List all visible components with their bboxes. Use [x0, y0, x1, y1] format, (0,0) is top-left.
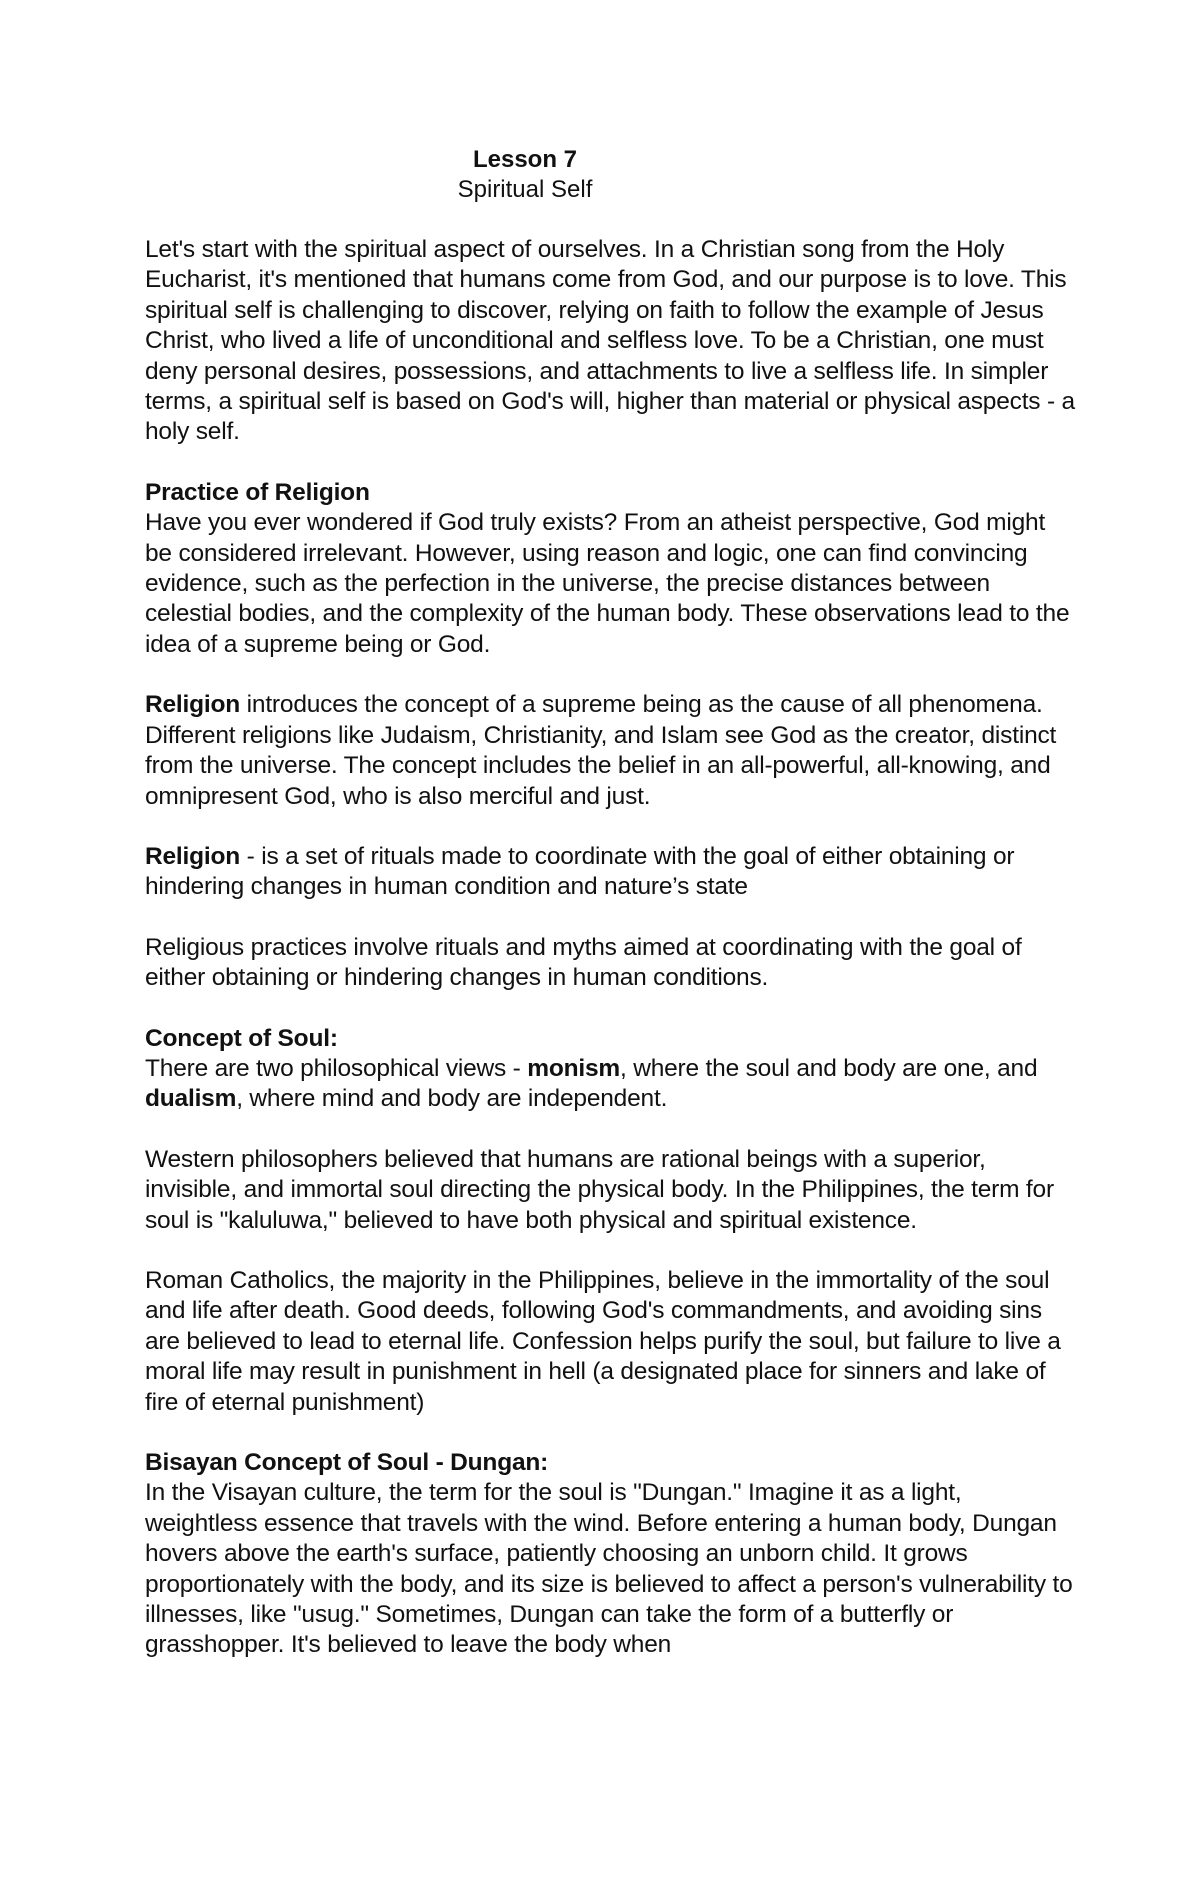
religion-intro-text: introduces the concept of a supreme being as the cause of all phenomena. Different religions like Judaism, Christianity, and Islam see God as the creator, distinct from the universe. The concept includes the belief in an all-powerful, all-knowing, and omnipresent God, who is also merciful and just.: [145, 691, 1057, 810]
soul-text-c: , where mind and body are independent.: [236, 1085, 668, 1113]
dualism-term: dualism: [145, 1085, 237, 1113]
practice-section: [145, 478, 1075, 660]
soul-heading: Concept of Soul:: [145, 1024, 338, 1052]
lesson-subtitle: Spiritual Self: [457, 176, 593, 203]
religion-intro-paragraph: [145, 690, 1075, 812]
bisayan-heading: Bisayan Concept of Soul - Dungan:: [145, 1449, 549, 1476]
practice-heading: Practice of Religion: [145, 478, 370, 506]
practice-text: Have you ever wondered if God truly exists? From an atheist perspective, God might be considered irrelevant. However, using reason and logic, one can find convincing evidence, such as the perfection in the universe, the precise distances between celestial bodies, and the complexity of the human body. These observations lead to the idea of a supreme being or God.: [145, 509, 1070, 658]
title-block: [145, 145, 905, 205]
religion-definition-paragraph: [145, 842, 1075, 903]
religion-definition-term: Religion: [145, 842, 241, 870]
soul-text-a: There are two philosophical views -: [145, 1054, 528, 1082]
religious-practices-paragraph: Religious practices involve rituals and myths aimed at coordinating with the goal of either obtaining or hindering changes in human conditions.: [145, 933, 1022, 992]
document-page: [145, 145, 1075, 1661]
monism-term: monism: [527, 1054, 620, 1082]
religion-definition-text: - is a set of rituals made to coordinate with the goal of either obtaining or hindering changes in human condition and nature’s state: [145, 842, 1015, 901]
soul-section: [145, 1024, 1075, 1115]
lesson-title: Lesson 7: [472, 146, 578, 173]
bisayan-text: In the Visayan culture, the term for the soul is "Dungan." Imagine it as a light, weightless essence that travels with the wind. Before entering a human body, Dungan hovers above the earth's surface, patiently choosing an unborn child. It grows proportionately with the body, and its size is believed to affect a person's vulnerability to illnesses, like "usug." Sometimes, Dungan can take the form of a butterfly or grasshopper. It's believed to leave the body when: [145, 1479, 1073, 1659]
religion-term: Religion: [145, 691, 241, 719]
western-paragraph: Western philosophers believed that humans are rational beings with a superior, invisible, and immortal soul directing the physical body. In the Philippines, the term for soul is "kaluluwa," believed to have both physical and spiritual existence.: [145, 1145, 1054, 1234]
intro-paragraph: Let's start with the spiritual aspect of ourselves. In a Christian song from the Holy Eucharist, it's mentioned that humans come from God, and our purpose is to love. This spiritual self is challenging to discover, relying on faith to follow the example of Jesus Christ, who lived a life of unconditional and selfless love. To be a Christian, one must deny personal desires, possessions, and attachments to live a selfless life. In simpler terms, a spiritual self is based on God's will, higher than material or physical aspects - a holy self.: [145, 236, 1075, 446]
catholic-paragraph: Roman Catholics, the majority in the Philippines, believe in the immortality of the soul and life after death. Good deeds, following God's commandments, and avoiding sins are believed to lead to eternal life. Confession helps purify the soul, but failure to live a moral life may result in punishment in hell (a designated place for sinners and lake of fire of eternal punishment): [145, 1266, 1061, 1416]
bisayan-section: [145, 1448, 1075, 1661]
soul-text-b: , where the soul and body are one, and: [620, 1054, 1038, 1082]
